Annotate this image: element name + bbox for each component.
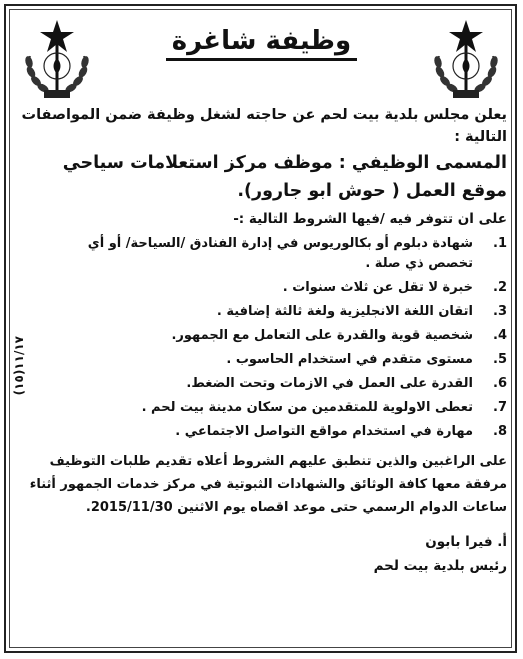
- item-number: 5.: [493, 352, 507, 367]
- list-item: [56, 422, 507, 442]
- item-text: القدرة على العمل في الازمات وتحت الضغط.: [186, 376, 473, 391]
- requirements-list: [16, 234, 507, 442]
- job-location: موقع العمل ( حوش ابو جارور).: [237, 181, 507, 201]
- conditions-intro: على ان تتوفر فيه /فيها الشروط التالية :-: [233, 211, 507, 227]
- list-item: [56, 350, 507, 370]
- item-number: 3.: [493, 304, 507, 319]
- item-number: 1.: [493, 236, 507, 251]
- signatory-title: رئيس بلدية بيت لحم: [373, 558, 507, 574]
- item-text: مهارة في استخدام مواقع التواصل الاجتماعي .: [175, 424, 473, 439]
- item-number: 7.: [493, 400, 507, 415]
- page-title: وظيفة شاغرة: [166, 26, 357, 61]
- list-item: [56, 398, 507, 418]
- item-number: 8.: [493, 424, 507, 439]
- intro-text: يعلن مجلس بلدية بيت لحم عن حاجته لشغل وظيفة ضمن المواصفات التالية :: [21, 107, 507, 145]
- item-text: مستوى متقدم في استخدام الحاسوب .: [226, 352, 473, 367]
- item-text: شخصية قوية والقدرة على التعامل مع الجمهور.: [171, 328, 473, 343]
- item-number: 6.: [493, 376, 507, 391]
- list-item: [56, 326, 507, 346]
- list-item: [56, 374, 507, 394]
- list-item: [56, 278, 507, 298]
- title-area: [0, 26, 523, 61]
- list-item: [56, 234, 507, 274]
- item-number: 2.: [493, 280, 507, 295]
- signatory-name: أ. فيرا بابون: [425, 534, 507, 550]
- notice-body: [16, 104, 507, 577]
- job-title: المسمى الوظيفي : موظف مركز استعلامات سياحي: [62, 153, 507, 173]
- list-item: [56, 302, 507, 322]
- item-text: اتقان اللغة الانجليزية ولغة ثالثة إضافية .: [216, 304, 473, 319]
- side-reference-code: (١٥)١١/١٧: [12, 336, 26, 396]
- item-text: شهادة دبلوم أو بكالوريوس في إدارة الفنادق /السياحة/ أو أي تخصص ذي صلة .: [87, 236, 473, 271]
- item-number: 4.: [493, 328, 507, 343]
- closing-text: على الراغبين والذين تنطبق عليهم الشروط أعلاه تقديم طلبات التوظيف مرفقة معها كافة الوثائق والشهادات الثبوتية في مركز خدمات الجمهور أثناء ساعات الدوام الرسمي حتى موعد اقصاه يوم الاثنين 2015/11/30.: [29, 454, 507, 515]
- item-text: خبرة لا تقل عن ثلاث سنوات .: [282, 280, 473, 295]
- item-text: تعطى الاولوية للمتقدمين من سكان مدينة بيت لحم .: [141, 400, 473, 415]
